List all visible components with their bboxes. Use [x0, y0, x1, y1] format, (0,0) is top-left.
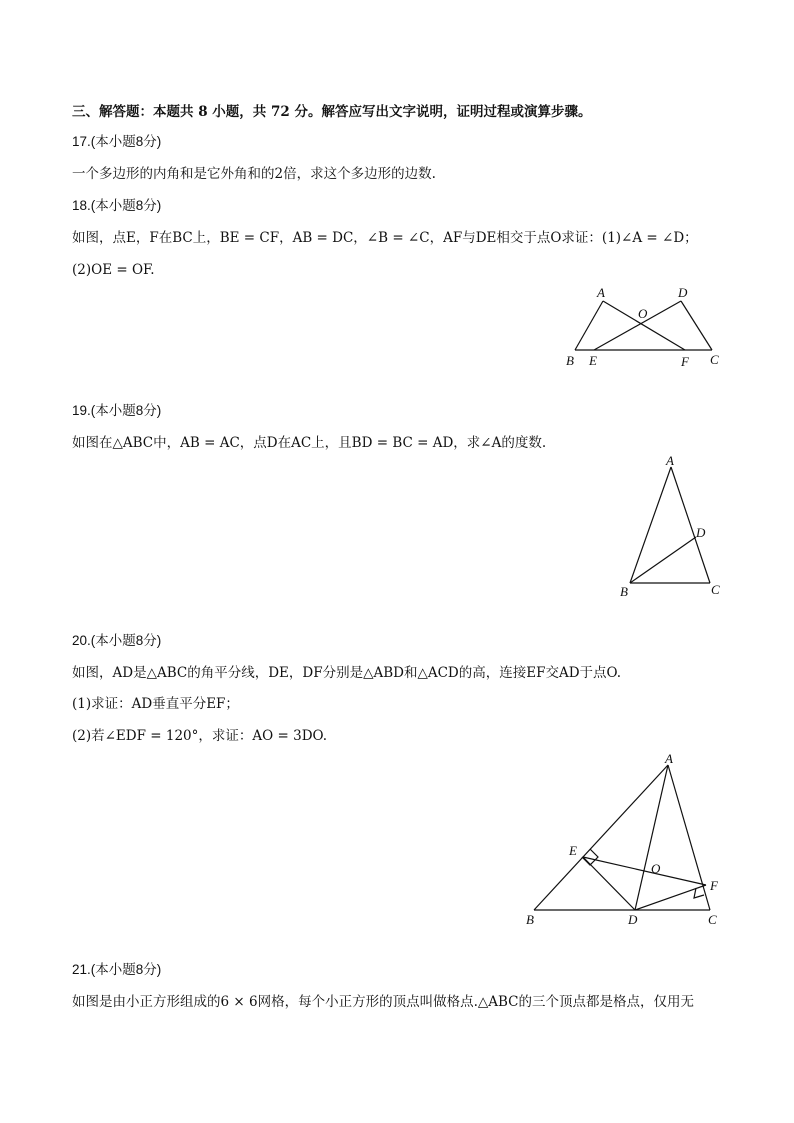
question-18-text-line1: 如图，点E，F在BC上，BE = CF，AB = DC，∠B = ∠C，AF与DE相交于点O求证：(1)∠A = ∠D；: [72, 230, 698, 246]
label-E: E: [589, 353, 597, 368]
question-20-text-line3: (2)若∠EDF = 120°，求证：AO = 3DO.: [72, 728, 328, 744]
label-D: D: [628, 912, 638, 927]
question-18-text-line2: (2)OE = OF.: [72, 262, 155, 278]
segment-AB: [575, 301, 603, 350]
segment-AD: [635, 765, 668, 910]
label-B: B: [620, 584, 628, 599]
label-D: D: [678, 285, 688, 300]
question-21-heading: 21.(本小题8分): [72, 962, 162, 977]
label-B: B: [566, 353, 574, 368]
label-E: E: [569, 843, 577, 858]
label-D: D: [696, 525, 706, 540]
segment-EF: [583, 857, 706, 885]
label-A: A: [665, 751, 673, 766]
segment-BD: [630, 537, 696, 583]
question-18-figure: [560, 280, 730, 375]
question-18-heading: 18.(本小题8分): [72, 198, 162, 213]
label-O: O: [638, 306, 648, 321]
label-B: B: [526, 912, 534, 927]
label-C: C: [708, 912, 717, 927]
question-19-heading: 19.(本小题8分): [72, 403, 162, 418]
label-O: O: [651, 861, 661, 876]
question-20-text-line1: 如图，AD是△ABC的角平分线，DE，DF分别是△ABD和△ACD的高，连接EF交AD于点O.: [72, 665, 622, 681]
label-C: C: [711, 582, 720, 597]
label-C: C: [710, 352, 719, 367]
right-angle-mark-F: [694, 888, 704, 898]
question-20-text-line2: (1)求证：AD垂直平分EF；: [72, 696, 239, 712]
segment-DC: [681, 301, 712, 350]
segment-AC: [668, 765, 710, 910]
label-F: F: [710, 878, 718, 893]
question-20-heading: 20.(本小题8分): [72, 633, 162, 648]
question-17-heading: 17.(本小题8分): [72, 134, 162, 149]
question-21-text: 如图是由小正方形组成的6 × 6网格，每个小正方形的顶点叫做格点.△ABC的三个顶点都是格点，仅用无: [72, 994, 694, 1010]
question-19-text: 如图在△ABC中，AB = AC，点D在AC上，且BD = BC = AD，求∠A的度数.: [72, 435, 547, 451]
question-17-text: 一个多边形的内角和是它外角和的2倍，求这个多边形的边数.: [72, 166, 436, 182]
segment-AB: [630, 467, 671, 583]
question-20-figure: [520, 745, 730, 935]
label-F: F: [681, 354, 689, 369]
section-title: 三、解答题：本题共 8 小题，共 72 分。解答应写出文字说明，证明过程或演算步骤。: [72, 104, 592, 120]
segment-AB: [534, 765, 668, 910]
question-19-figure: [610, 450, 730, 605]
label-A: A: [597, 285, 605, 300]
label-A: A: [666, 453, 674, 468]
